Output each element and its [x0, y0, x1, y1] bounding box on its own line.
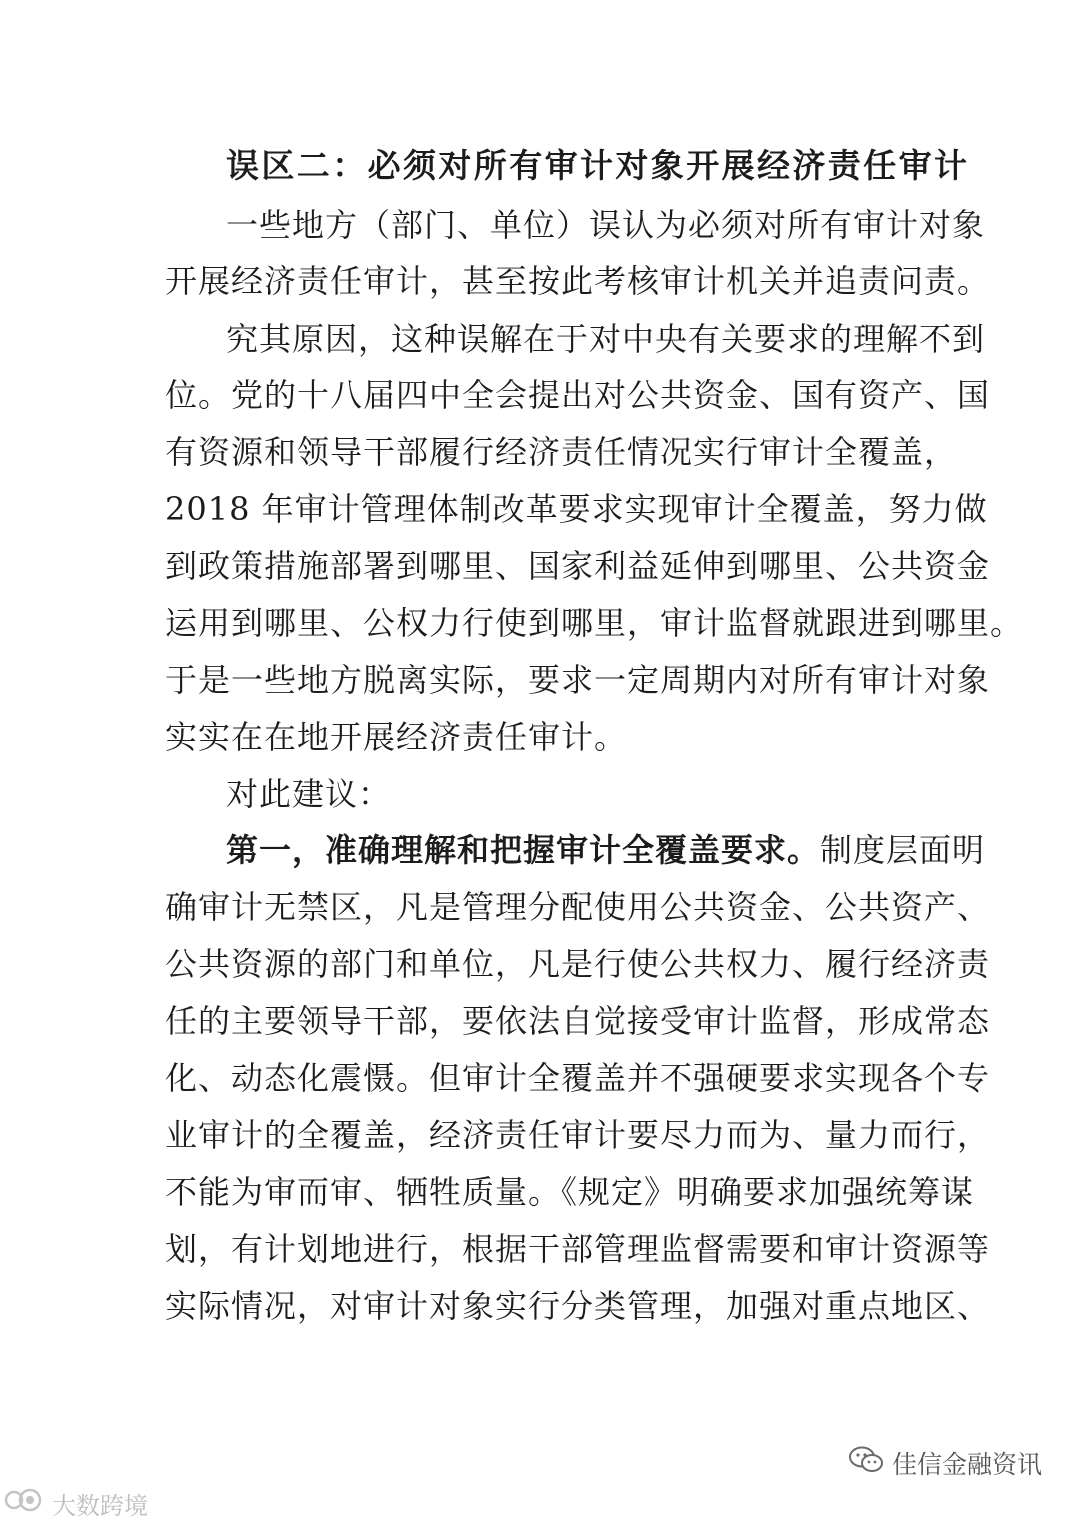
paragraph-2-line-8: 实实在在地开展经济责任审计。	[165, 718, 628, 756]
paragraph-4-line-1	[226, 825, 985, 871]
paragraph-4-line-9: 实际情况，对审计对象实行分类管理，加强对重点地区、	[165, 1287, 991, 1325]
paragraph-2-line-7: 于是一些地方脱离实际，要求一定周期内对所有审计对象	[165, 661, 991, 699]
paragraph-4-line-8: 划，有计划地进行，根据干部管理监督需要和审计资源等	[165, 1230, 991, 1268]
paragraph-1-line-1: 一些地方（部门、单位）误认为必须对所有审计对象	[226, 206, 986, 244]
watermark-left	[4, 1485, 148, 1521]
paragraph-2-line-5: 到政策措施部署到哪里、国家利益延伸到哪里、公共资金	[165, 547, 991, 585]
paragraph-4-line-1-rest: 制度层面明	[820, 831, 986, 869]
paragraph-1-line-2: 开展经济责任审计，甚至按此考核审计机关并追责问责。	[165, 262, 991, 300]
paragraph-2-line-3: 有资源和领导干部履行经济责任情况实行审计全覆盖，	[165, 433, 958, 471]
paragraph-2-line-4: 2018 年审计管理体制改革要求实现审计全覆盖，努力做	[165, 490, 988, 528]
paragraph-2-line-6: 运用到哪里、公权力行使到哪里，审计监督就跟进到哪里。	[165, 604, 1024, 642]
camera-lens-logo-icon	[4, 1485, 48, 1521]
paragraph-4-line-3: 公共资源的部门和单位，凡是行使公共权力、履行经济责	[165, 945, 991, 983]
watermark-right	[848, 1445, 1042, 1481]
paragraph-4-line-2: 确审计无禁区，凡是管理分配使用公共资金、公共资产、	[165, 888, 991, 926]
paragraph-4-line-5: 化、动态化震慑。但审计全覆盖并不强硬要求实现各个专	[165, 1059, 991, 1097]
paragraph-4-line-7: 不能为审而审、牺牲质量。《规定》明确要求加强统筹谋	[165, 1173, 975, 1211]
paragraph-2-line-2: 位。党的十八届四中全会提出对公共资金、国有资产、国	[165, 376, 991, 414]
paragraph-4-line-6: 业审计的全覆盖，经济责任审计要尽力而为、量力而行，	[165, 1116, 991, 1154]
watermark-left-text: 大数跨境	[52, 1491, 148, 1520]
wechat-icon	[848, 1445, 884, 1481]
paragraph-2-line-1: 究其原因，这种误解在于对中央有关要求的理解不到	[226, 320, 986, 358]
recommendation-lead: 第一，准确理解和把握审计全覆盖要求。	[226, 831, 821, 869]
section-heading: 误区二：必须对所有审计对象开展经济责任审计	[226, 146, 970, 185]
paragraph-4-line-4: 任的主要领导干部，要依法自觉接受审计监督，形成常态	[165, 1002, 991, 1040]
paragraph-3: 对此建议：	[226, 775, 392, 813]
watermark-right-text: 佳信金融资讯	[892, 1450, 1043, 1479]
